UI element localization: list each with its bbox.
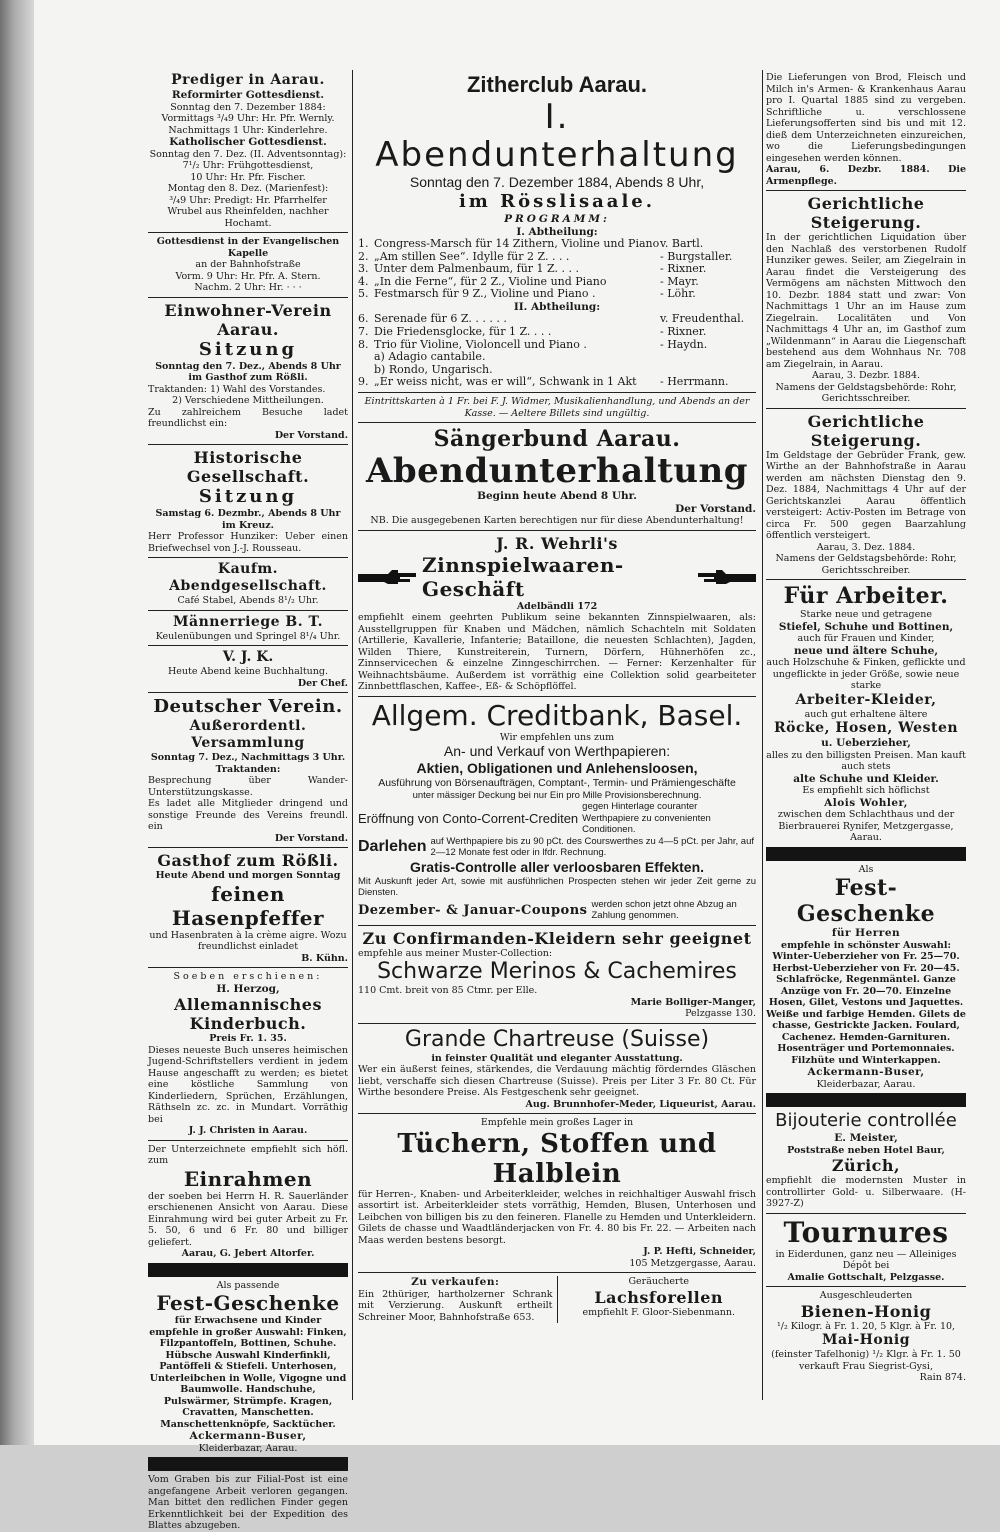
mai-addr: Rain 874. [919,1372,966,1383]
bank-line: Aktien, Obligationen und Anlehensloosen, [416,760,698,777]
evang-line: Nachm. 2 Uhr: Hr. · · · [194,282,302,293]
honig-line: ¹/₂ Kilogr. à Fr. 1. 20, 5 Klgr. à Fr. 10, [776,1320,956,1332]
bij-title: Bijouterie controllée [775,1110,957,1131]
gasthof-sign: B. Kühn. [301,952,348,964]
bij-text: empfiehlt die modernsten Muster in controllirter Gold- u. Silberwaare. (H-3927-Z) [766,1175,966,1209]
divider [358,1272,756,1273]
konf-intro: empfehle aus meiner Muster-Collection: [358,947,553,959]
saenger-event: Abendunterhaltung [365,451,749,492]
tuch-addr: 105 Metzgergasse, Aarau. [629,1257,756,1269]
program-number: 7. [358,325,369,339]
chart-sign: Aug. Brunnhofer-Meder, Liqueurist, Aarau. [525,1098,756,1110]
kath-line: Wrubel aus Rheinfelden, nachher Hochamt. [167,206,329,229]
mai-title: Mai-Honig [821,1332,911,1348]
divider [358,392,756,393]
ger1-text: In der gerichtlichen Liquidation über den Nachlaß des verstorbenen Rudolf Hunziker gewes. Seiler, am Ziegelrain in Aarau findet die Versteigerung des Vermögens am nächsten Mittwoch den 10. Dezbr. 1884 statt und zwar: Von Nachmittags 1 Uhr an im Hause zum Ziegelrain. Localitäten und Von Nachmittags 4 Uhr an, im Gasthof zum „Wildenmann“ in Aarau die Liegenschaft bestehend aus dem Wohnhaus Nr. 708 am Ziegelrain, in Aarau. [766,232,966,370]
program-number: 9. [358,375,369,389]
divider [148,297,348,298]
program-piece: „Er weiss nicht, was er will“, Schwank in 1 Akt [374,375,637,389]
bank-line: Ausführung von Börsenaufträgen, Comptant-, Termin- und Prämiengeschäfte [378,777,736,790]
divider [766,1213,966,1214]
deutsch-date: Sonntag 7. Dez., Nachmittags 3 Uhr. [150,752,346,763]
vjk-title: V. J. K. [222,649,274,665]
program-composer: - Löhr. [660,287,696,301]
tour-title: Tournures [783,1215,949,1249]
bij-name: E. Meister, [834,1132,898,1144]
arb-line: u. Ueberzieher, [821,737,911,749]
ger2-text: Im Geldstage der Gebrüder Frank, gew. Wirthe an der Bahnhofstraße in Aarau werden am nächsten Dienstag den 9. Dez. 1884, Nachmittags 4 Uhr auf der Gerichtskanzlei Aarau öffentlich versteigert: Activ-Posten im Betrage von circa Fr. 500 gegen Baarzahlung öffentlich versteigert. [766,449,966,541]
arb-line: auch für Frauen und Kinder, [797,633,935,644]
divider [148,557,348,558]
honig-title: Bienen-Honig [800,1301,932,1321]
bank-loan-text: auf Werthpapiere bis zu 90 pCt. des Courswerthes zu 4—5 pCt. per Jahr, auf 2—12 Monate fest oder in lfdr. Rechnung. [430,835,754,859]
vjk-line: Heute Abend keine Buchhaltung. [168,666,328,677]
divider [358,530,756,531]
chart-text: Wer ein äußerst feines, stärkendes, die Verdauung mächtig förderndes Gläschen liebt, verschaffe sich diesen Chartreuse (Suisse). Preis per Liter 3 Fr. 80 Ct. Für Wirthe besondere Preise. Als Festgeschenk sehr geeignet. [358,1064,756,1099]
wehrli-text: empfiehlt einem geehrten Publikum seine bekannten Zinnspielwaaren, als: Ausstellgruppen für Knaben und Mädchen, nämlich Schachteln mit Soldaten (Artillerie, Kavallerie, Infanterie; Bataillone, die neuesten Schlachten), Jagden, Wilden Thiere, Kunstreiterein, Turnern, Dörfern, Hühnerhöfen zc., Zinnservicechen & einzelne Zinngeschirrchen. — Ferner: Kerzenhalter für Weihnachtsbäume. Außerdem ist vorräthig eine Collektion solid gearbeiteter Zinnbettflaschen, Kaffee-, Eß- & Schöpflöffel. [358,612,756,693]
deutsch-title: Deutscher Verein. [153,696,343,717]
column-rule-right [762,70,763,1400]
program-row [358,263,756,276]
kaufm-line: Café Stabel, Abends 8¹/₂ Uhr. [177,595,319,606]
tuch-title: Tüchern, Stoffen und Halblein [397,1128,717,1189]
tour-text: in Eiderdunen, ganz neu — Alleiniges Dépôt bei [775,1248,957,1271]
divider [148,610,348,611]
sitzung2-date: Samstag 6. Dezmbr., Abends 8 Uhr [155,508,341,519]
buch-author: H. Herzog, [216,982,280,995]
divider [358,925,756,926]
buch-intro: Soeben erschienen: [173,971,323,982]
program-row [358,351,756,364]
fest2-sign2: Kleiderbazar, Aarau. [816,1078,916,1090]
deutsch-sign: Der Vorstand. [274,832,348,844]
sitzung-heading: Sitzung [198,338,298,360]
fest-title: Fest-Geschenke [156,1291,340,1315]
bij-city: Zürich, [831,1156,901,1175]
kath-line: 7¹/₂ Uhr: Frühgottesdienst, [182,160,314,171]
black-bar [148,1457,348,1471]
ger1-sign: Namens der Geldstagsbehörde: Rohr, Gerichtsschreiber. [775,381,957,404]
buch-price: Preis Fr. 1. 35. [209,1033,287,1044]
fest2-title: Fest-Geschenke [796,875,936,927]
fest-text: empfehle in großer Auswahl: Finken, Filzpantoffeln, Bottinen, Schuhe. Hübsche Auswahl Kinderfinkli, Pantöffeli & Stiefeli. Unterhosen, Unterleibchen in Wolle, Vigogne und Baumwolle. Handschuhe, Pulswärmer, Strümpfe. Kragen, Cravatten, Manschetten. Manschettenknöpfe, Sacktücher. [149,1326,347,1430]
gasthof-title: Gasthof zum Rößli. [157,851,339,870]
verk-title: Zu verkaufen: [411,1276,500,1289]
program-piece: Festmarsch für 9 Z., Violine und Piano . [374,287,596,301]
zither-date: Sonntag den 7. Dezember 1884, Abends 8 Uhr, [409,174,705,190]
pointing-hand-right-icon [358,569,422,585]
wehrli-title: Zinnspielwaaren-Geschäft [422,552,624,601]
program-number: 5. [358,287,369,301]
tour-sign: Amalie Gottschalt, Pelzgasse. [787,1271,945,1283]
zither-place: im Rösslisaale. [458,191,656,212]
ref-line: Nachmittags 1 Uhr: Kinderlehre. [168,124,328,136]
bank-line: Gratis-Controlle aller verloosbaren Effekten. [409,858,705,875]
einr-title: Einrahmen [183,1166,313,1191]
divider [148,444,348,445]
konf-big: Schwarze Merinos & Cachemires [377,959,737,985]
program-composer [660,351,756,364]
buch-text: Dieses neueste Buch unseres heimischen Jugend-Schriftstellers verdient in jedem Hause angeschafft zu werden; es bietet eine köstliche Sammlung von Kinderliedern, Sprüchen, Erzählungen, Räthseln zc. zc. in Mundart. Vorräthig bei [148,1044,348,1125]
ref-title: Reformirter Gottesdienst. [171,89,325,101]
book-binding-edge [0,0,34,1445]
arb-line: Arbeiter-Kleider, [795,691,937,708]
bank-line: Mit Auskunft jeder Art, sowie mit ausführlichen Prospecten stehen wir jeder Zeit gerne zu Diensten. [358,875,756,899]
sitzung2-text: Herr Professor Hunziker: Ueber einen Briefwechsel von J.-J. Rousseau. [148,531,348,554]
program-number: 3. [358,262,369,276]
bank-line: An- und Verkauf von Werthpapieren: [443,743,671,760]
honig-intro: Ausgeschleuderten [819,1290,913,1301]
kaufm-title: Kaufm. Abendgesellschaft. [169,561,327,594]
column-left [148,72,348,1532]
tuch-text: für Herren-, Knaben- und Arbeiterkleider, welches in reichhaltiger Auswahl frisch assortirt ist. Arbeiterkleider stets vorräthig, Hemden, Blusen, Unterhosen und Leibchen von billigen bis zu den feineren. Flanelle zu Hemden und Unterkleidern. Gilets de chasse und Waadtländerjacken von Fr. 4. 80 bis Fr. 22. — Arbeiten nach Maas werden bestens besorgt. [358,1188,756,1246]
divider [148,847,348,848]
program-piece: Die Friedensglocke, für 1 Z. . . . [374,325,552,339]
fest-intro: Als passende [216,1279,280,1291]
black-bar [766,847,966,861]
programm-heading: PROGRAMM: [504,213,610,225]
konf-sign: Marie Bolliger-Manger, [630,996,756,1008]
ger2-sign: Namens der Geldstagsbehörde: Rohr, Gerichtsschreiber. [775,553,957,576]
kath-line: Sonntag den 7. Dez. (II. Adventsonntag): [149,148,347,160]
program-row [358,288,756,301]
divider [148,232,348,233]
fest-sign: Ackermann-Buser, [189,1430,307,1442]
arb-sign: Alois Wohler, [824,796,908,809]
divider [148,967,348,968]
maenner-title: Männerriege B. T. [173,613,323,630]
lief-text: Die Lieferungen von Brod, Fleisch und Milch in's Armen- & Krankenhaus Aarau pro I. Quartal 1885 sind zu vergeben. Schriftliche u. verschlossene Lieferungsofferten sind bis und mit 12. dieß dem Unterzeichneten einzureichen, wo die Lieferungsbedingungen eingesehen werden können. [766,72,966,164]
mai-line: (feinster Tafelhonig) ¹/₂ Klgr. à Fr. 1. 50 [771,1349,961,1360]
buch-sign: J. J. Christen in Aarau. [188,1125,308,1136]
sitzung2-place: im Kreuz. [222,519,274,531]
divider [358,1113,756,1114]
chart-sub: in feinster Qualität und eleganter Ausstattung. [431,1052,683,1064]
evang-title: Gottesdienst in der Evangelischen Kapelle [156,236,340,259]
program-piece: Unter dem Palmenbaum, für 1 Z. . . . [374,262,579,276]
lachs-sign: empfiehlt F. Gloor-Siebenmann. [582,1306,736,1318]
abteilung-1: I. Abtheilung: [516,225,598,238]
buch-title: Allemannisches Kinderbuch. [174,995,322,1033]
program-number: 1. [358,237,369,250]
zither-title: Zitherclub Aarau. [466,72,648,97]
deutsch-text2: Es ladet alle Mitglieder dringend und sonstige Freunde des Vereins freundl. ein [148,798,348,832]
divider [148,1140,348,1141]
evang-line: Vorm. 9 Uhr: Hr. Pfr. A. Stern. [175,270,321,282]
sitzung-trakt: Traktanden: 1) Wahl des Vorstandes. [148,383,326,395]
zither-event: I. Abendunterhaltung [375,97,739,175]
program-composer: - Herrmann. [660,375,729,389]
gasthof-big: feinen Hasenpfeffer [171,881,325,930]
divider [766,408,966,409]
divider [358,1023,756,1024]
wehrli-addr: Adelbändli 172 [516,600,598,612]
ger2-date: Aarau, 3. Dez. 1884. [816,541,916,553]
program-piece: b) Rondo, Ungarisch. [374,362,493,376]
fest-for: für Erwachsene und Kinder [174,1315,322,1326]
einr-text: der soeben bei Herrn H. R. Sauerländer erschienenen Ansicht von Aarau. Diese Einrahmung wird bei guter Arbeit zu Fr. 5. 50, 6 und 6 Fr. 80 und billiger geliefert. [148,1190,348,1248]
tuch-sign: J. P. Hefti, Schneider, [643,1246,756,1258]
program-number: 4. [358,274,369,288]
deutsch-sub: Außerordentl. Versammlung [189,718,307,751]
program-composer: - Rixner. [660,262,707,276]
lost-text: Vom Graben bis zur Filial-Post ist eine angefangene Arbeit verloren gegangen. Man bittet den redlichen Finder gegen Erkenntlichkeit bei der Expedition des Blattes abzugeben. [148,1474,348,1531]
program-composer: v. Freudenthal. [660,312,745,326]
arb-addr: zwischen dem Schlachthaus und der Bierbrauerei Rynifer, Metzgergasse, Aarau. [777,809,955,843]
deutsch-trakt: Traktanden: [215,763,281,775]
saenger-nb: NB. Die ausgegebenen Karten berechtigen nur für diese Abendunterhaltung! [370,515,744,527]
verk-text: Ein 2thüriger, hartholzerner Schrank mit Verzierung. Auskunft ertheilt Schreiner Moor, Bahnhofstraße 653. [358,1288,553,1323]
column-middle [358,72,756,1323]
fest2-for: für Herren [831,927,901,939]
program-number: 2. [358,249,369,263]
divider [148,645,348,646]
arb-line: Röcke, Hosen, Westen [773,720,959,736]
program-piece: „Am stillen See“. Idylle für 2 Z. . . . [374,249,570,263]
program-number [358,351,374,364]
program-piece: Congress-Marsch für 14 Zithern, Violine und Piano [374,237,660,250]
pointing-hand-left-icon [692,569,756,585]
gasthof-text: und Hasenbraten à la crème aigre. Wozu freundlichst einladet [149,929,347,952]
deutsch-text: Besprechung über Wander-Unterstützungskasse. [148,775,348,798]
lachs-title: Lachsforellen [594,1287,724,1307]
tickets-text: Eintrittskarten à 1 Fr. bei F. J. Widmer, Musikalienhandlung, und Abends an der Kasse. — Aeltere Billets sind ungültig. [364,396,750,419]
divider [766,579,966,580]
gasthof-line: Heute Abend und morgen Sonntag [155,870,341,881]
bank-title: Allgem. Creditbank, Basel. [371,698,743,732]
program-composer: - Burgstaller. [660,249,733,263]
sitzung-date: Sonntag den 7. Dez., Abends 8 Uhr [155,360,341,372]
program-part-2 [358,313,756,389]
program-composer: v. Bartl. [660,237,704,250]
fest2-intro: Als [858,863,874,875]
arb-line: alte Schuhe und Kleider. [793,772,939,785]
divider [358,422,756,423]
lachs-intro: Geräucherte [628,1276,690,1288]
program-composer: - Haydn. [660,337,708,351]
mai-sign: verkauft Frau Siegrist-Gysi, [799,1360,933,1372]
sitzung2-heading: Sitzung [198,486,298,507]
kath-line: ³/₄9 Uhr: Predigt: Hr. Pfarrhelfer [169,194,327,206]
sitzung-place: im Gasthof zum Rößli. [188,372,308,383]
einr-sign: Aarau, G. Jebert Altorfer. [181,1248,315,1259]
program-part-1 [358,238,756,301]
maenner-line: Keulenübungen und Springel 8¹/₄ Uhr. [155,630,341,642]
arb-line: neue und ältere Schuhe, [794,644,938,657]
kath-title: Katholischer Gottesdienst. [169,136,327,148]
divider [766,190,966,191]
sitzung-trakt: Zu zahlreichem Besuche ladet freundlichst ein: [148,406,348,429]
arb-line: Stiefel, Schuhe und Bottinen, [778,620,954,633]
chart-title: Grande Chartreuse (Suisse) [404,1026,710,1052]
abteilung-2: II. Abtheilung: [513,300,601,313]
program-number: 6. [358,312,369,326]
divider [766,1286,966,1287]
program-row [358,376,756,389]
kath-line: Montag den 8. Dez. (Marienfest): [167,183,329,194]
ger1-date: Aarau, 3. Dezbr. 1884. [811,370,921,381]
arb-line: auch Holzschuhe & Finken, geflickte und ungeflickte in jeder Größe, sowie neue starke [766,657,966,691]
bank-coupons-text: werden schon jetzt ohne Abzug an Zahlung genommen. [591,898,737,922]
program-row [358,326,756,339]
konf-addr: Pelzgasse 130. [685,1008,756,1020]
divider [358,696,756,697]
program-piece: „In die Ferne“, für 2 Z., Violine und Piano [374,274,607,288]
program-composer: - Rixner. [660,325,707,339]
black-bar [148,1263,348,1277]
arb-line: auch gut erhaltene ältere [804,708,928,720]
program-composer: - Mayr. [660,274,699,288]
wehrli-name: J. R. Wehrli's [496,533,618,553]
newspaper-page [34,0,1000,1531]
einwohner-title: Einwohner-Verein Aarau. [164,300,332,339]
lief-sign: Aarau, 6. Dezbr. 1884. Die Armenpflege. [766,164,966,187]
konf-text: 110 Cmt. breit von 85 Ctmr. per Elle. [358,985,538,997]
fest2-text: empfehle in schönster Auswahl: Winter-Ueberzieher von Fr. 25—70. Herbst-Ueberzieher von Fr. 20—45. Schlafröcke, Regenmäntel. Ganze Anzüge von Fr. 20—70. Einzelne Hosen, Gilet, Vestons und Jaquettes. Weiße und farbige Hemden. Gilets de chasse, Gestrickte Jacken. Foulard, Cachenez. Hemden-Garnituren. Hosenträger und Portemonnaies. Filzhüte und Winterkappen. [766,939,966,1066]
prediger-title: Prediger in Aarau. [171,72,325,88]
black-bar [766,1093,966,1107]
fest2-sign: Ackermann-Buser, [807,1066,925,1078]
sitzung-trakt: 2) Verschiedene Mittheilungen. [172,395,324,406]
program-piece: Serenade für 6 Z. . . . . . [374,312,507,326]
column-rule-left [352,70,353,1400]
saenger-begin: Beginn heute Abend 8 Uhr. [477,490,637,503]
program-number: 8. [358,337,369,351]
fest-sign2: Kleiderbazar, Aarau. [198,1442,298,1454]
tuch-intro: Empfehle mein großes Lager in [480,1117,634,1129]
arb-title: Für Arbeiter. [783,583,949,609]
kath-line: 10 Uhr: Hr. Pfr. Fischer. [190,171,306,183]
hist-title: Historische Gesellschaft. [186,448,310,486]
bank-line: unter mässiger Deckung bei nur Ein pro Mille Provisionsberechnung. [412,789,702,801]
arb-intro: Starke neue und getragene [800,609,932,620]
bank-loan-label: Darlehen [358,838,427,856]
bank-coupons-label: Dezember- & Januar-Coupons [358,902,588,918]
arb-line: Es empfiehlt sich höflichst [802,785,930,796]
evang-line: an der Bahnhofstraße [195,259,301,270]
column-right [766,72,966,1384]
program-piece: a) Adagio cantabile. [374,350,486,364]
program-row [358,238,756,251]
divider [148,692,348,693]
ref-line: Sonntag den 7. Dezember 1884: [170,101,326,113]
sitzung-sign: Der Vorstand. [274,429,348,441]
ger1-title: Gerichtliche Steigerung. [807,194,925,232]
saenger-sign: Der Vorstand. [675,502,756,515]
vjk-sign: Der Chef. [297,677,348,689]
program-piece: Trio für Violine, Violoncell und Piano . [374,337,587,351]
arb-line: alles zu den billigsten Preisen. Man kauft auch stets [766,749,966,772]
konf-title: Zu Confirmanden-Kleidern sehr geeignet [362,928,752,948]
saenger-title: Sängerbund Aarau. [433,426,681,453]
ref-line: Vormittags ³/₄9 Uhr: Hr. Pfr. Wernly. [161,113,335,124]
bank-credit-text: gegen Hinterlage couranter Werthpapiere zu convenienten Conditionen. [582,801,711,836]
ger2-title: Gerichtliche Steigerung. [807,411,925,450]
bank-intro: Wir empfehlen uns zum [499,731,615,743]
einr-intro: Der Unterzeichnete empfiehlt sich höfl. zum [148,1143,348,1166]
bij-addr: Poststraße neben Hotel Baur, [787,1144,945,1156]
bank-credit-label: Eröffnung von Conto-Corrent-Crediten [358,810,579,826]
